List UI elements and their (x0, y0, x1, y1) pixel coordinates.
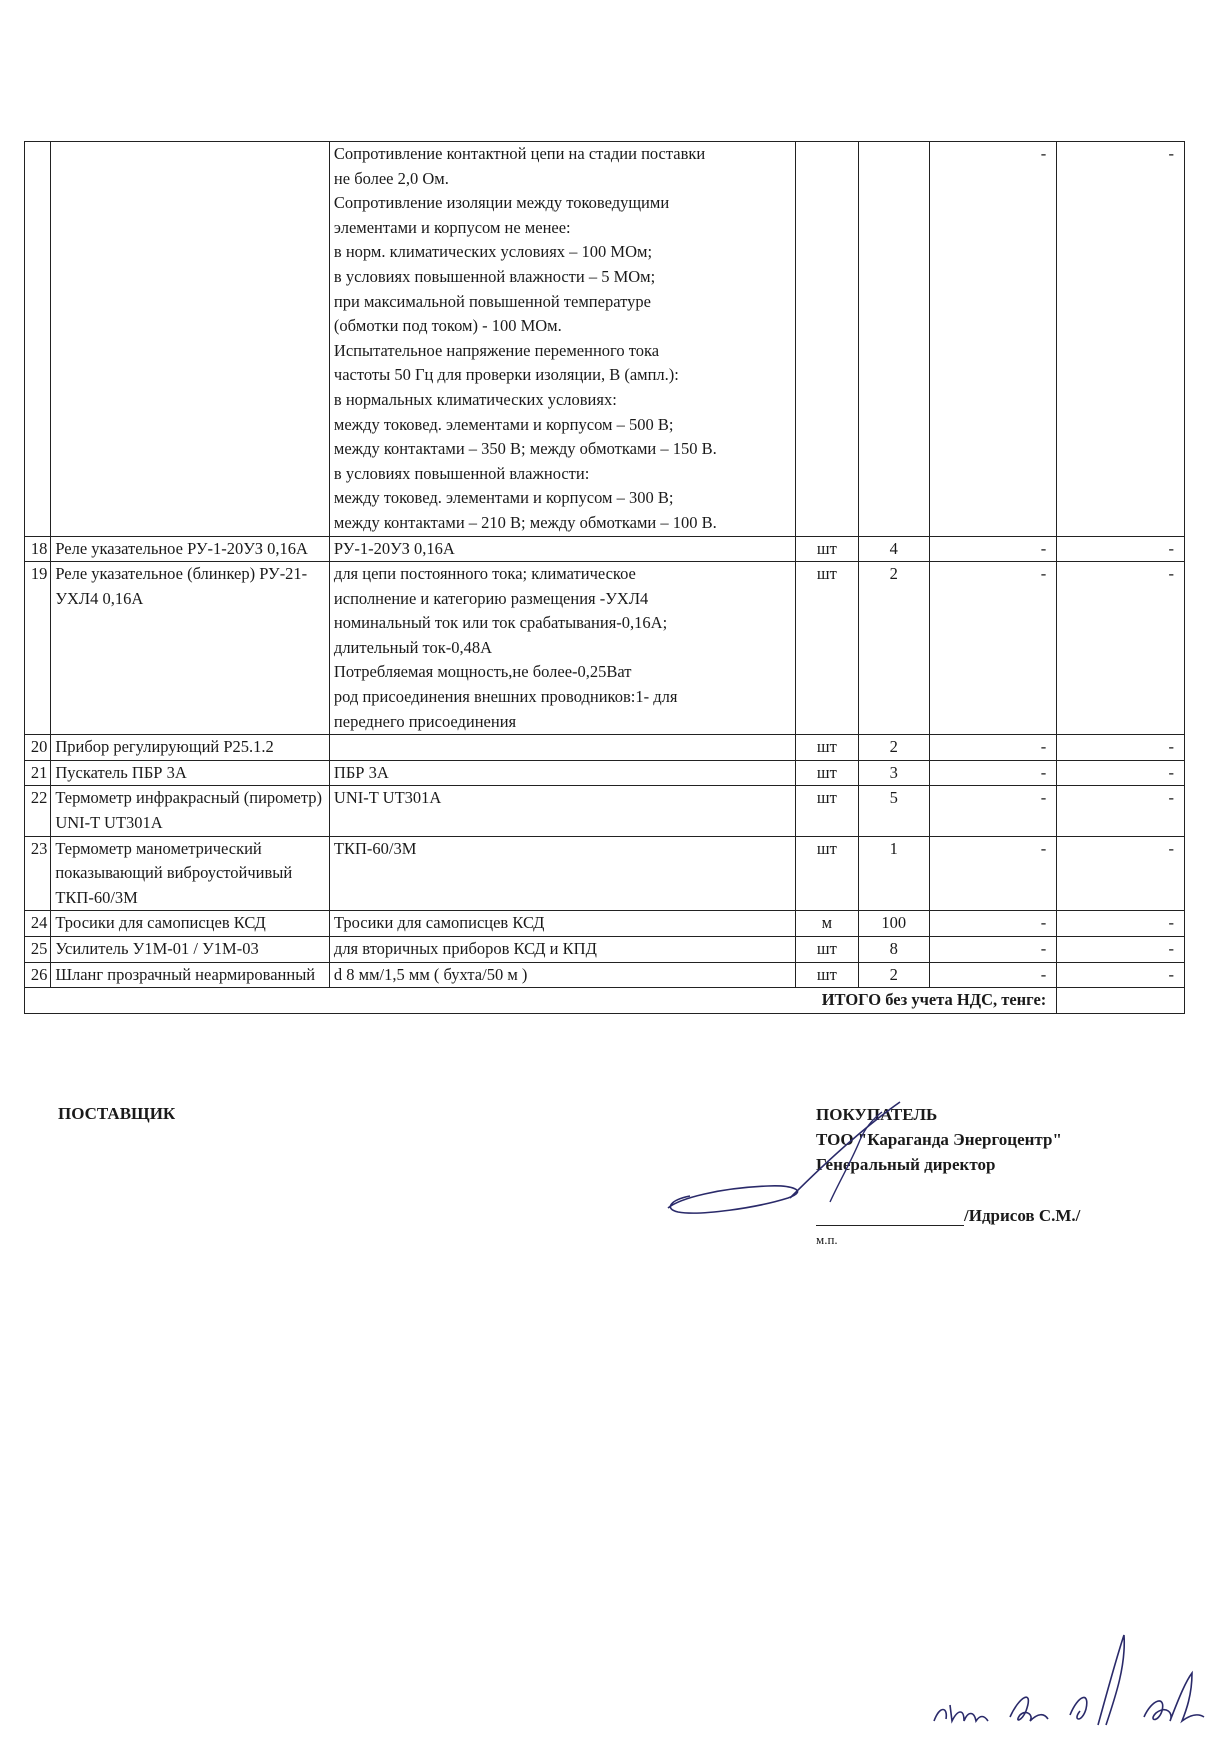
item-quantity: 100 (858, 911, 929, 937)
item-name: Шланг прозрачный неармированный (51, 962, 330, 988)
spec-line: Тросики для самописцев КСД (333, 913, 545, 933)
item-sum: - (1057, 836, 1185, 911)
item-price: - (929, 760, 1057, 786)
spec-line: d 8 мм/1,5 мм ( бухта/50 м ) (333, 964, 528, 984)
item-quantity: 4 (858, 536, 929, 562)
item-sum: - (1057, 760, 1185, 786)
table-row (25, 735, 1185, 761)
item-name: Термометр манометрический показывающий виброустойчивый ТКП-60/3М (51, 836, 330, 911)
item-unit: шт (795, 786, 858, 836)
spec-line: не более 2,0 Ом. (333, 168, 449, 188)
row-number: 19 (25, 562, 51, 735)
item-unit: шт (795, 962, 858, 988)
table-row (25, 962, 1185, 988)
spec-line: (обмотки под током) - 100 МОм. (333, 316, 562, 336)
spec-line: длительный ток-0,48А (333, 637, 493, 657)
item-quantity: 2 (858, 562, 929, 735)
spec-line: между контактами – 210 В; между обмотками – 100 В. (333, 512, 717, 532)
item-spec (329, 911, 795, 937)
table-row (25, 786, 1185, 836)
item-price: - (929, 536, 1057, 562)
item-price: - (929, 962, 1057, 988)
spec-line: переднего присоединения (333, 711, 517, 731)
total-label: ИТОГО без учета НДС, тенге: (25, 988, 1057, 1014)
seal-label: м.п. (816, 1232, 838, 1247)
item-price: - (929, 735, 1057, 761)
item-unit: шт (795, 760, 858, 786)
item-sum: - (1057, 142, 1185, 537)
item-spec (329, 937, 795, 963)
spec-line: UNI-T UT301A (333, 788, 442, 808)
item-quantity: 5 (858, 786, 929, 836)
item-name: Реле указательное (блинкер) РУ-21-УХЛ4 0,16А (51, 562, 330, 735)
row-number: 24 (25, 911, 51, 937)
table-row (25, 836, 1185, 911)
item-sum: - (1057, 562, 1185, 735)
spec-line: РУ-1-20УЗ 0,16А (333, 538, 455, 558)
spec-line: в условиях повышенной влажности: (333, 463, 590, 483)
item-quantity: 8 (858, 937, 929, 963)
item-price: - (929, 937, 1057, 963)
item-spec (329, 536, 795, 562)
buyer-org: ТОО "Караганда Энергоцентр" (816, 1130, 1062, 1149)
spec-line: Сопротивление контактной цепи на стадии поставки (333, 144, 706, 163)
row-number: 18 (25, 536, 51, 562)
initials-signature-image (930, 1625, 1210, 1735)
item-quantity: 1 (858, 836, 929, 911)
buyer-position: Генеральный директор (816, 1155, 996, 1174)
specification-table (24, 141, 1185, 1014)
table-row (25, 760, 1185, 786)
row-number (25, 142, 51, 537)
item-quantity (858, 142, 929, 537)
buyer-signatory: /Идрисов С.М./ (964, 1206, 1081, 1225)
spec-line: в нормальных климатических условиях: (333, 389, 617, 409)
item-sum: - (1057, 786, 1185, 836)
item-name: Тросики для самописцев КСД (51, 911, 330, 937)
row-number: 21 (25, 760, 51, 786)
table-row (25, 536, 1185, 562)
item-spec (329, 562, 795, 735)
item-name: Термометр инфракрасный (пирометр) UNI-T UT301A (51, 786, 330, 836)
total-value (1057, 988, 1185, 1014)
spec-line: для цепи постоянного тока; климатическое (333, 564, 636, 584)
row-number: 20 (25, 735, 51, 761)
table-row (25, 911, 1185, 937)
item-unit: шт (795, 735, 858, 761)
item-spec (329, 760, 795, 786)
item-sum: - (1057, 536, 1185, 562)
spec-line: для вторичных приборов КСД и КПД (333, 939, 597, 958)
item-spec (329, 962, 795, 988)
buyer-title: ПОКУПАТЕЛЬ (816, 1105, 938, 1124)
item-quantity: 2 (858, 962, 929, 988)
row-number: 22 (25, 786, 51, 836)
supplier-title: ПОСТАВЩИК (58, 1104, 176, 1123)
table-body (25, 142, 1185, 988)
item-quantity: 3 (858, 760, 929, 786)
spec-line: в условиях повышенной влажности – 5 МОм; (333, 266, 656, 286)
item-name (51, 142, 330, 537)
spec-line: род присоединения внешних проводников:1- для (333, 687, 678, 707)
item-name: Усилитель У1М-01 / У1М-03 (51, 937, 330, 963)
item-spec (329, 786, 795, 836)
item-unit: м (795, 911, 858, 937)
table-row (25, 142, 1185, 537)
spec-line: ТКП-60/3М (333, 838, 417, 858)
spec-line: Испытательное напряжение переменного тока (333, 340, 660, 360)
spec-line: Сопротивление изоляции между токоведущими (333, 193, 670, 213)
item-sum: - (1057, 911, 1185, 937)
item-spec (329, 836, 795, 911)
spec-line: ПБР 3А (333, 762, 389, 782)
row-number: 23 (25, 836, 51, 911)
item-spec (329, 735, 795, 761)
row-number: 26 (25, 962, 51, 988)
table-row (25, 562, 1185, 735)
item-sum: - (1057, 962, 1185, 988)
item-price: - (929, 142, 1057, 537)
row-number: 25 (25, 937, 51, 963)
item-name: Прибор регулирующий Р25.1.2 (51, 735, 330, 761)
spec-line: между токовед. элементами и корпусом – 500 В; (333, 414, 674, 434)
item-spec (329, 142, 795, 537)
spec-line: между токовед. элементами и корпусом – 300 В; (333, 488, 674, 508)
total-row (25, 988, 1185, 1014)
item-sum: - (1057, 735, 1185, 761)
item-unit: шт (795, 937, 858, 963)
item-name: Реле указательное РУ-1-20УЗ 0,16А (51, 536, 330, 562)
spec-line: номинальный ток или ток срабатывания-0,16А; (333, 613, 668, 633)
item-quantity: 2 (858, 735, 929, 761)
item-unit: шт (795, 562, 858, 735)
item-price: - (929, 786, 1057, 836)
item-unit: шт (795, 536, 858, 562)
item-price: - (929, 836, 1057, 911)
item-price: - (929, 911, 1057, 937)
spec-line: исполнение и категорию размещения -УХЛ4 (333, 588, 649, 608)
item-sum: - (1057, 937, 1185, 963)
spec-line: в норм. климатических условиях – 100 МОм; (333, 242, 653, 262)
spec-line: между контактами – 350 В; между обмотками – 150 В. (333, 439, 717, 459)
item-price: - (929, 562, 1057, 735)
item-unit: шт (795, 836, 858, 911)
spec-line: элементами и корпусом не менее: (333, 217, 571, 237)
item-name: Пускатель ПБР 3А (51, 760, 330, 786)
item-unit (795, 142, 858, 537)
table-row (25, 937, 1185, 963)
spec-line: частоты 50 Гц для проверки изоляции, В (ампл.): (333, 365, 679, 385)
spec-line: Потребляемая мощность,не более-0,25Ват (333, 662, 632, 682)
buyer-signature-image (660, 1090, 980, 1230)
spec-line: при максимальной повышенной температуре (333, 291, 651, 311)
